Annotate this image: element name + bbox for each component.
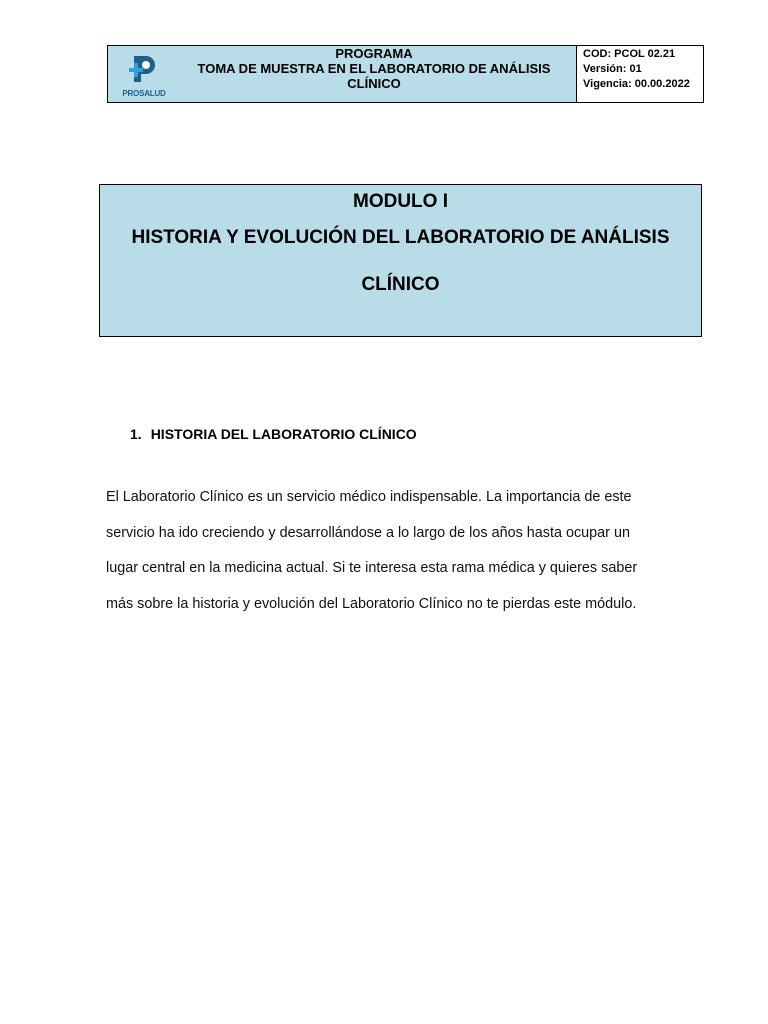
section-number: 1. [130, 426, 142, 442]
document-code: COD: PCOL 02.21 [583, 48, 676, 60]
paragraph-line: El Laboratorio Clínico es un servicio médico indispensable. La importancia de este [106, 489, 632, 505]
header-code-cell [577, 46, 703, 102]
module-label: MODULO I [353, 191, 448, 212]
logo-text: PROSALUD [122, 89, 166, 98]
header-title [178, 46, 570, 91]
module-title-box [99, 184, 702, 337]
paragraph-line: más sobre la historia y evolución del Laboratorio Clínico no te pierdas este módulo. [106, 595, 637, 612]
header-title-cell [108, 46, 577, 102]
body-paragraph [106, 480, 666, 622]
document-header [107, 45, 704, 103]
paragraph-line: lugar central en la medicina actual. Si te interesa esta rama médica y quieres saber [106, 560, 638, 576]
section-heading-text: HISTORIA DEL LABORATORIO CLÍNICO [150, 426, 417, 442]
header-title-line-2: TOMA DE MUESTRA EN EL LABORATORIO DE ANÁLISIS [197, 61, 551, 76]
document-vigencia: Vigencia: 00.00.2022 [583, 78, 690, 90]
document-version: Versión: 01 [583, 63, 642, 75]
prosalud-logo-icon [128, 52, 160, 86]
paragraph-line: servicio ha ido creciendo y desarrollándose a lo largo de los años hasta ocupar un [106, 524, 630, 541]
section-heading [130, 426, 417, 442]
header-title-line-3: CLÍNICO [347, 76, 401, 91]
header-title-line-1: PROGRAMA [335, 46, 413, 61]
module-title-line-1: HISTORIA Y EVOLUCIÓN DEL LABORATORIO DE ANÁLISIS [131, 227, 670, 248]
module-title-line-2: CLÍNICO [361, 274, 440, 295]
prosalud-logo [118, 52, 170, 98]
